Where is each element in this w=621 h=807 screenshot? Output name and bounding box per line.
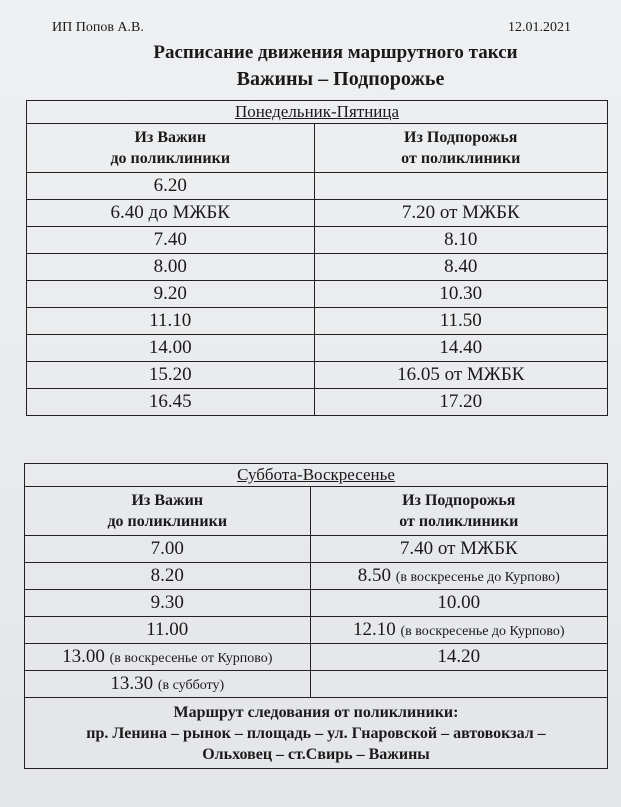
departure-podporozhye bbox=[310, 590, 607, 617]
col-header-line: до поликлиники bbox=[107, 513, 228, 530]
departure-podporozhye bbox=[314, 173, 608, 200]
departure-podporozhye: 8.40 bbox=[314, 254, 608, 281]
table-row bbox=[25, 536, 608, 563]
route-heading: Маршрут следования от поликлиники: bbox=[173, 703, 459, 721]
departure-vazhiny: 6.20 bbox=[27, 173, 315, 200]
departure-vazhiny: 15.20 bbox=[27, 362, 315, 389]
departure-vazhiny bbox=[25, 644, 311, 671]
table-row bbox=[25, 644, 608, 671]
departure-podporozhye: 17.20 bbox=[314, 389, 608, 416]
weekend-section-label: Суббота-Воскресенье bbox=[237, 465, 395, 484]
departure-podporozhye: 7.20 от МЖБК bbox=[314, 200, 608, 227]
departure-time: 13.00 bbox=[62, 646, 105, 667]
table-row bbox=[27, 389, 608, 416]
table-row bbox=[27, 308, 608, 335]
schedule-title: Расписание движения маршрутного такси bbox=[153, 42, 518, 63]
table-row bbox=[27, 227, 608, 254]
weekday-col-from-vazhiny bbox=[27, 124, 315, 173]
departure-vazhiny: 16.45 bbox=[27, 389, 315, 416]
departure-note: (в воскресенье от Курпово) bbox=[109, 651, 273, 666]
table-row bbox=[27, 200, 608, 227]
departure-note: (в воскресенье до Курпово) bbox=[400, 624, 565, 639]
departure-podporozhye bbox=[310, 617, 607, 644]
table-row bbox=[27, 173, 608, 200]
departure-vazhiny bbox=[25, 590, 311, 617]
departure-time: 8.20 bbox=[150, 565, 184, 586]
weekend-col-from-vazhiny bbox=[25, 487, 311, 536]
issuer-name: ИП Попов А.В. bbox=[52, 20, 144, 35]
departure-podporozhye: 16.05 от МЖБК bbox=[314, 362, 608, 389]
departure-vazhiny bbox=[25, 671, 311, 698]
col-header-line: Из Важин bbox=[134, 129, 207, 146]
departure-vazhiny bbox=[25, 536, 311, 563]
departure-podporozhye: 10.30 bbox=[314, 281, 608, 308]
route-stops-line: Ольховец – ст.Свирь – Важины bbox=[202, 745, 430, 763]
col-header-line: от поликлиники bbox=[401, 150, 521, 167]
departure-vazhiny: 14.00 bbox=[27, 335, 315, 362]
departure-time: 12.10 bbox=[353, 619, 396, 640]
departure-podporozhye: 11.50 bbox=[314, 308, 608, 335]
col-header-line: Из Важин bbox=[131, 492, 204, 509]
departure-podporozhye bbox=[310, 563, 607, 590]
departure-podporozhye bbox=[310, 671, 607, 698]
route-stops-line: пр. Ленина – рынок – площадь – ул. Гнаровской – автовокзал – bbox=[86, 724, 546, 742]
weekday-section-label: Понедельник-Пятница bbox=[234, 102, 400, 121]
issue-date: 12.01.2021 bbox=[508, 20, 571, 35]
departure-podporozhye bbox=[310, 536, 607, 563]
departure-podporozhye: 14.40 bbox=[314, 335, 608, 362]
table-row bbox=[25, 590, 608, 617]
departure-vazhiny: 7.40 bbox=[27, 227, 315, 254]
departure-note: (в воскресенье до Курпово) bbox=[395, 570, 560, 585]
departure-time: 7.40 от МЖБК bbox=[399, 538, 518, 559]
col-header-line: от поликлиники bbox=[399, 513, 519, 530]
table-row bbox=[25, 671, 608, 698]
departure-time: 10.00 bbox=[437, 592, 481, 613]
weekday-schedule-table bbox=[26, 100, 608, 416]
departure-vazhiny bbox=[25, 563, 311, 590]
col-header-line: до поликлиники bbox=[110, 150, 231, 167]
col-header-line: Из Подпорожья bbox=[404, 129, 518, 146]
route-description bbox=[25, 698, 608, 769]
departure-note: (в субботу) bbox=[157, 678, 225, 693]
table-row bbox=[27, 362, 608, 389]
departure-podporozhye: 8.10 bbox=[314, 227, 608, 254]
col-header-line: Из Подпорожья bbox=[402, 492, 516, 509]
departure-time: 13.30 bbox=[110, 673, 154, 694]
departure-time: 8.50 bbox=[357, 565, 392, 586]
route-title: Важины – Подпорожье bbox=[236, 68, 445, 90]
weekend-col-from-podporozhye bbox=[310, 487, 607, 536]
weekend-section-header bbox=[25, 464, 608, 487]
departure-vazhiny: 6.40 до МЖБК bbox=[27, 200, 315, 227]
departure-vazhiny: 9.20 bbox=[27, 281, 315, 308]
table-row bbox=[27, 281, 608, 308]
departure-vazhiny bbox=[25, 617, 311, 644]
table-row bbox=[25, 563, 608, 590]
table-row bbox=[25, 617, 608, 644]
departure-vazhiny: 8.00 bbox=[27, 254, 315, 281]
weekday-col-from-podporozhye bbox=[314, 124, 608, 173]
table-row bbox=[27, 254, 608, 281]
departure-time: 11.00 bbox=[146, 619, 189, 640]
departure-podporozhye bbox=[310, 644, 607, 671]
departure-time: 7.00 bbox=[150, 538, 184, 559]
weekday-section-header bbox=[27, 101, 608, 124]
departure-time: 14.20 bbox=[437, 646, 481, 667]
weekend-schedule-table bbox=[24, 463, 608, 769]
departure-vazhiny: 11.10 bbox=[27, 308, 315, 335]
table-row bbox=[27, 335, 608, 362]
departure-time: 9.30 bbox=[150, 592, 184, 613]
